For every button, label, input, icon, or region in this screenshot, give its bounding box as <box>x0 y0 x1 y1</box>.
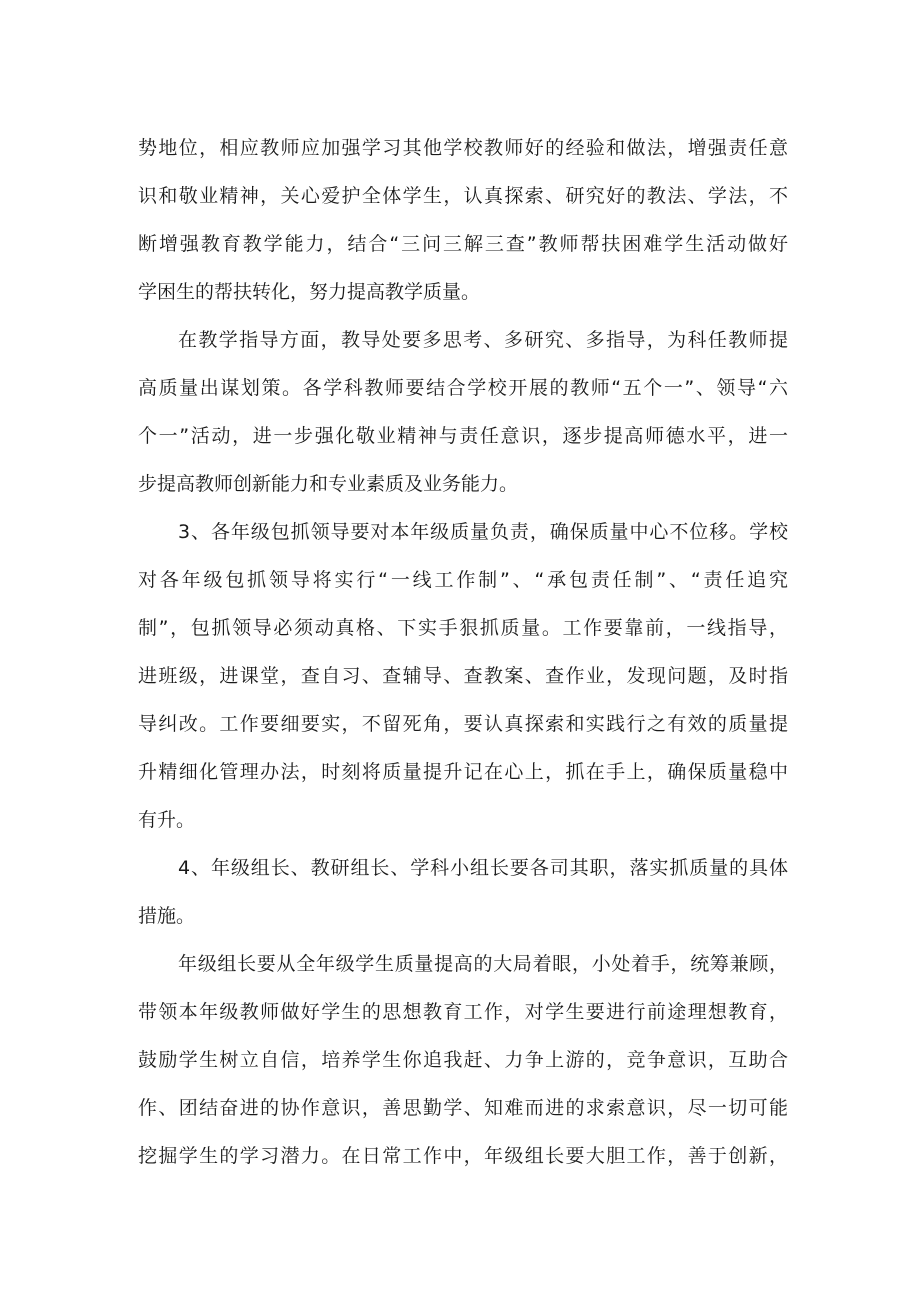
text-line: 进班级，进课堂，查自习、查辅导、查教案、查作业，发现问题，及时指 <box>138 665 788 687</box>
text-line: 措施。 <box>138 905 196 927</box>
text-line: 断增强教育教学能力，结合“三问三解三查”教师帮扶困难学生活动做好 <box>138 233 788 255</box>
text-line: 学困生的帮扶转化，努力提高教学质量。 <box>138 281 481 303</box>
paragraph-3 <box>138 508 788 844</box>
text-line: 带领本年级教师做好学生的思想教育工作，对学生要进行前途理想教育， <box>138 1001 788 1023</box>
text-line: 个一”活动，进一步强化敬业精神与责任意识，逐步提高师德水平，进一 <box>138 425 788 447</box>
text-line: 挖掘学生的学习潜力。在日常工作中，年级组长要大胆工作，善于创新， <box>138 1145 788 1167</box>
paragraph-2 <box>138 316 788 508</box>
text-line: 势地位，相应教师应加强学习其他学校教师好的经验和做法，增强责任意 <box>138 137 788 159</box>
text-line: 4、年级组长、教研组长、学科小组长要各司其职，落实抓质量的具体 <box>178 857 788 879</box>
document-body <box>138 124 788 1180</box>
text-line: 步提高教师创新能力和专业素质及业务能力。 <box>138 473 519 495</box>
text-line: 鼓励学生树立自信，培养学生你追我赶、力争上游的，竞争意识，互助合 <box>138 1049 788 1071</box>
text-line: 导纠改。工作要细要实，不留死角，要认真探索和实践行之有效的质量提 <box>138 713 788 735</box>
text-line: 在教学指导方面，教导处要多思考、多研究、多指导，为科任教师提 <box>178 329 788 351</box>
text-line: 年级组长要从全年级学生质量提高的大局着眼，小处着手，统筹兼顾， <box>178 953 788 975</box>
text-line: 高质量出谋划策。各学科教师要结合学校开展的教师“五个一”、领导“六 <box>138 377 788 399</box>
paragraph-1 <box>138 124 788 316</box>
text-line: 升精细化管理办法，时刻将质量提升记在心上，抓在手上，确保质量稳中 <box>138 761 788 783</box>
paragraph-4 <box>138 844 788 940</box>
text-line: 对各年级包抓领导将实行“一线工作制”、“承包责任制”、“责任追究 <box>138 569 788 591</box>
text-line: 有升。 <box>138 809 196 831</box>
text-line: 识和敬业精神，关心爱护全体学生，认真探索、研究好的教法、学法，不 <box>138 185 788 207</box>
text-line: 3、各年级包抓领导要对本年级质量负责，确保质量中心不位移。学校 <box>178 521 788 543</box>
text-line: 作、团结奋进的协作意识，善思勤学、知难而进的求索意识，尽一切可能 <box>138 1097 788 1119</box>
paragraph-5 <box>138 940 788 1180</box>
text-line: 制”，包抓领导必须动真格、下实手狠抓质量。工作要靠前，一线指导， <box>138 617 788 639</box>
